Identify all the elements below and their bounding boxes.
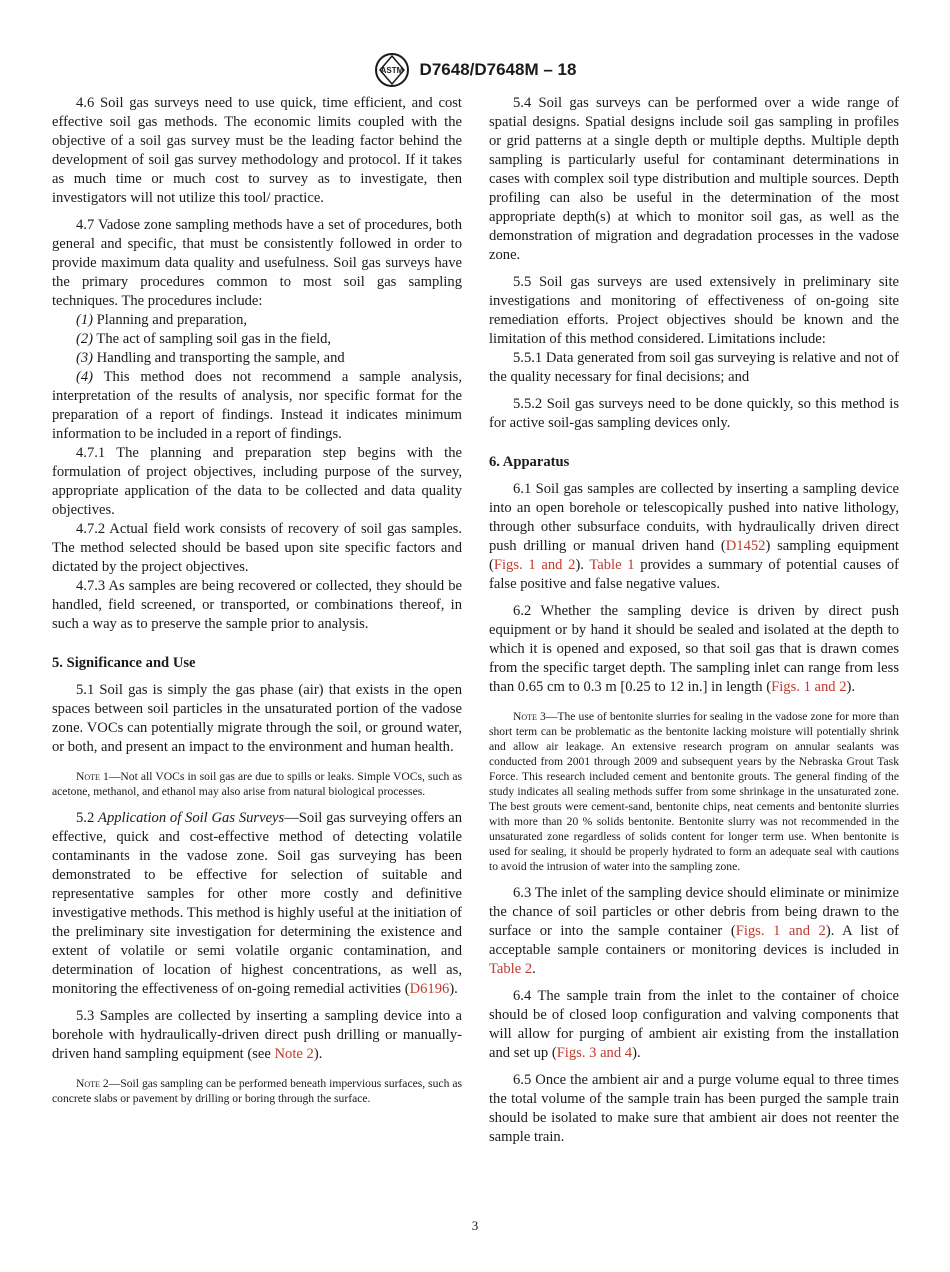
procedure-item-1: (1) Planning and preparation, — [76, 312, 248, 328]
table-2-link[interactable]: Table 2 — [489, 961, 533, 977]
section-5-5: 5.5 Soil gas surveys are used extensively in preliminary site investigations and monitoring of effectiveness of on-going site remediation efforts. Project objectives should be known and the limitation of this method considered. Limitations include: — [489, 274, 899, 347]
section-4-7: 4.7 Vadose zone sampling methods have a set of procedures, both general and specific, that must be consistently followed in order to provide maximum data quality and usefulness. Soil gas surveys have the primary procedures common to most soil gas sampling techniques. The procedures include: — [52, 217, 462, 309]
page-number: 3 — [471, 1218, 479, 1233]
procedure-item-3: (3) Handling and transporting the sample, and — [76, 350, 345, 366]
section-6-4: 6.4 The sample train from the inlet to the container of choice should be of closed loop configuration and valving components that will allow for purging of ambient air existing from the installation and set up (Figs. 3 and 4). — [489, 988, 899, 1061]
left-column — [52, 94, 462, 1116]
section-6-3: 6.3 The inlet of the sampling device should eliminate or minimize the chance of soil particles or other debris from being drawn to the surface or into the sample container (Figs. 1 and 2). A list of acceptable sample containers or monitoring devices is included in Table 2. — [489, 885, 899, 977]
right-column — [489, 94, 899, 1147]
ref-d6196-link[interactable]: D6196 — [409, 981, 450, 997]
procedure-item-2: (2) The act of sampling soil gas in the field, — [76, 331, 332, 347]
svg-text:ASTM: ASTM — [380, 66, 403, 75]
table-1-link[interactable]: Table 1 — [589, 557, 635, 573]
procedure-item-4: (4) This method does not recommend a sample analysis, interpretation of the results of analysis, nor specific format for the preparation of a report of findings. Instead it indicates minimum information to be included in a report of findings. — [52, 369, 462, 442]
section-4-7-1: 4.7.1 The planning and preparation step begins with the formulation of project objectives, including purpose of the survey, appropriate application of the data to be collected and data quality objectives. — [52, 445, 462, 518]
note-1: Note 1—Not all VOCs in soil gas are due to spills or leaks. Simple VOCs, such as acetone, methanol, and ethanol may also arise from natural biological processes. — [52, 770, 463, 798]
section-5-1: 5.1 Soil gas is simply the gas phase (air) that exists in the open spaces between soil particles in the unsaturated portion of the vadose zone. VOCs can potentially migrate through the soil, or ground water, or both, and present an impact to the environment and human health. — [52, 682, 462, 755]
section-5-5-2: 5.5.2 Soil gas surveys need to be done quickly, so this method is for active soil-gas sampling devices only. — [489, 396, 899, 431]
section-6-5: 6.5 Once the ambient air and a purge volume equal to three times the total volume of the sample train has been purged the sample train should be isolated to make sure that ambient air does not reenter the sample train. — [489, 1072, 899, 1145]
note-2-link[interactable]: Note 2 — [274, 1046, 314, 1062]
section-4-7-3: 4.7.3 As samples are being recovered or collected, they should be handled, field screened, or transported, or combinations thereof, in such a way as to preserve the sample prior to analysis. — [52, 578, 462, 632]
figs-1-2-link[interactable]: Figs. 1 and 2 — [493, 557, 576, 573]
ref-d1452-link[interactable]: D1452 — [725, 538, 766, 554]
section-6-1: 6.1 Soil gas samples are collected by inserting a sampling device into an open borehole or telescopically pushed into native lithology, through other subsurface conduits, with hydraulically driven direct push drilling or manual driven hand (D1452) sampling equipment (Figs. 1 and 2). Table 1 provides a summary of potential causes of false positive and false negative values. — [489, 481, 899, 592]
page-header — [0, 52, 950, 88]
section-4-6: 4.6 Soil gas surveys need to use quick, time efficient, and cost effective soil gas methods. The economic limits coupled with the objective of a soil gas survey must be the leading factor behind the development of soil gas survey methodology and protocol. If it takes as much time or much cost to survey as to investigate, then investigators will not utilize this tool/ practice. — [52, 95, 462, 206]
note-2: Note 2—Soil gas sampling can be performed beneath impervious surfaces, such as concrete slabs or pavement by drilling or boring through the surface. — [52, 1077, 463, 1105]
standard-designation: D7648/D7648M – 18 — [419, 60, 577, 79]
section-5-3: 5.3 Samples are collected by inserting a sampling device into a borehole with hydraulically-driven direct push drilling or manually-driven hand sampling equipment (see Note 2). — [52, 1008, 462, 1062]
astm-logo-icon — [374, 52, 410, 88]
figs-1-2-link[interactable]: Figs. 1 and 2 — [771, 679, 847, 695]
note-3: Note 3—The use of bentonite slurries for sealing in the vadose zone for more than short term can be problematic as the bentonite lacking moisture will potentially shrink and allow air leakage. An extensive research program on annular sealants was conducted from 2001 through 2009 and subsequent years by the Nebraska Grout Task Force. This research included cement and bentonite grouts. The general finding of the study indicates all sealing methods suffer from some shrinkage in the unsaturated zone. The best grouts were cement-sand, bentonite chips, neat cements and bentonite slurries with more than 20 % solids bentonite. Bentonite slurry was not recommended in the unsaturated zone regardless of solids content for longer term use. When bentonite is used for sealing, it should be properly hydrated to form an adequate seal with cautions to avoid the intrusion of water into the sampling zone. — [489, 710, 899, 873]
section-6-heading: 6. Apparatus — [489, 454, 570, 470]
figs-1-2-link[interactable]: Figs. 1 and 2 — [735, 923, 826, 939]
section-6-2: 6.2 Whether the sampling device is driven by direct push equipment or by hand it should be sealed and isolated at the depth to which it is opened and exposed, so that soil gas that is drawn comes from the specific target depth. The sampling inlet can range from less than 0.65 cm to 0.3 m [0.25 to 12 in.] in length (Figs. 1 and 2). — [489, 603, 899, 695]
section-4-7-2: 4.7.2 Actual field work consists of recovery of soil gas samples. The method selected should be based upon site specific factors and dictated by the project objectives. — [52, 521, 462, 575]
section-5-4: 5.4 Soil gas surveys can be performed over a wide range of spatial designs. Spatial designs include soil gas sampling in profiles or grid patterns at a single depth or multiple depths. Multiple depth sampling is particularly useful for contaminant determinations in cases with complex soil type distribution and multiple sources. Depth profiling can also be useful in the determination of the most appropriate depth(s) at which to monitor soil gas, as well as the demonstration of migration and degradation processes in the vadose zone. — [489, 95, 899, 263]
figs-3-4-link[interactable]: Figs. 3 and 4 — [556, 1045, 633, 1061]
section-5-heading: 5. Significance and Use — [52, 655, 196, 671]
section-5-5-1: 5.5.1 Data generated from soil gas surveying is relative and not of the quality necessary for final decisions; and — [489, 350, 899, 385]
section-5-2: 5.2 Application of Soil Gas Surveys—Soil gas surveying offers an effective, quick and cost-effective method of detecting volatile contaminants in the vadose zone. Soil gas surveying has been demonstrated to be effective for selection of suitable and representative samples for other more costly and definitive investigative methods. This method is highly useful at the initiation of the preliminary site investigation for determining the existence and extent of volatile or semi volatile organic contamination, and determination of location of highest concentrations, as well as, monitoring the effectiveness of on-going remedial activities (D6196). — [52, 810, 462, 997]
